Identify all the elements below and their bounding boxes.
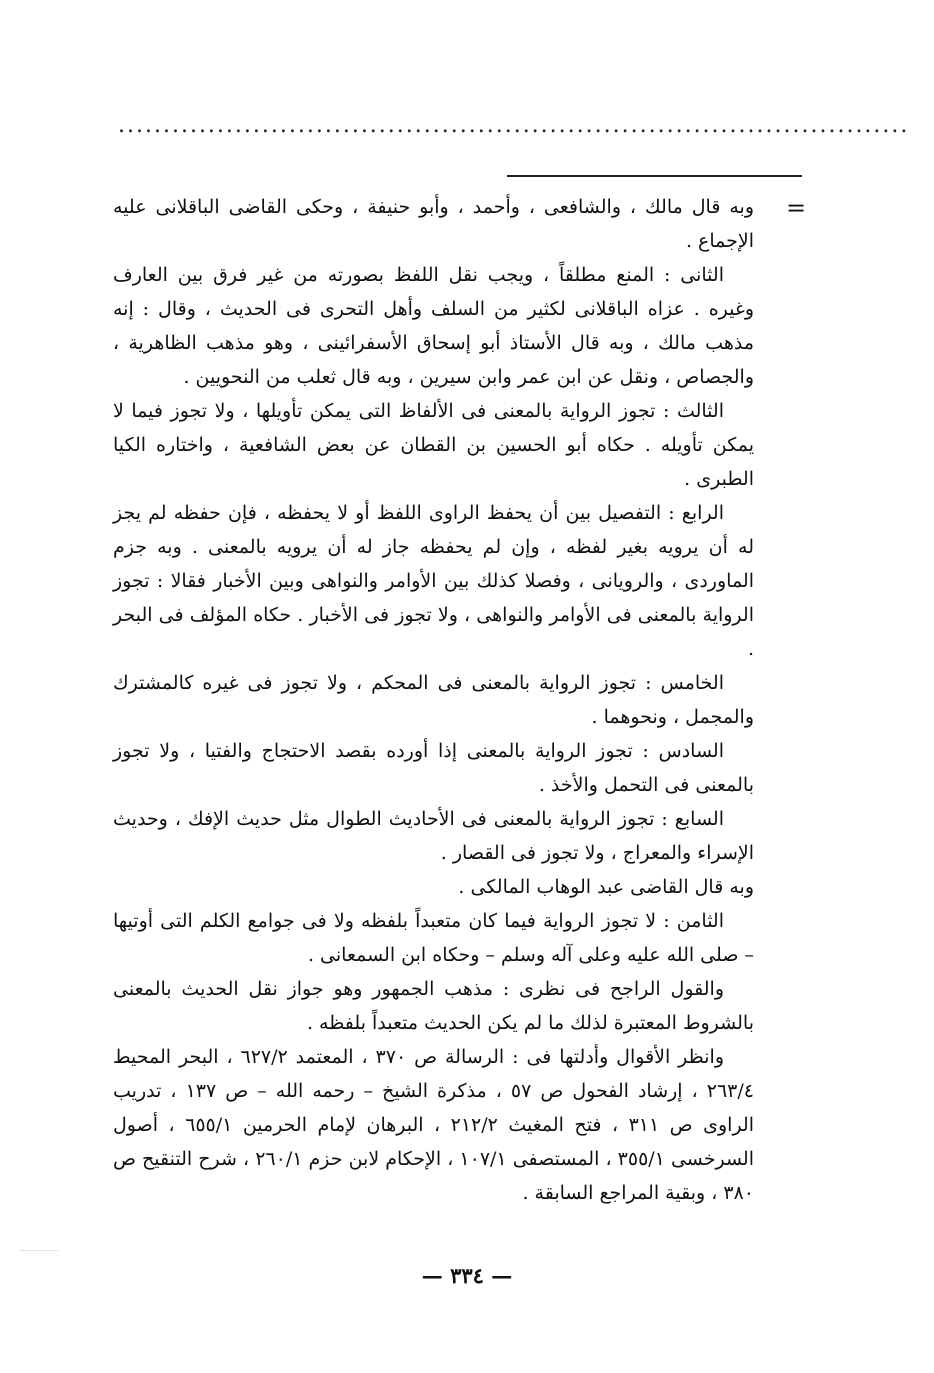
paragraph: السابع : تجوز الرواية بالمعنى فى الأحاديث الطوال مثل حديث الإفك ، وحديث الإسراء والمعراج ، ولا تجوز فى القصار . (113, 808, 754, 864)
footnote-text (113, 190, 754, 1210)
paragraph: الرابع : التفصيل بين أن يحفظ الراوى اللفظ أو لا يحفظه ، فإن حفظه لم يجز له أن يرويه بغير لفظه ، وإن لم يحفظه جاز له أن يرويه بالمعنى . وبه جزم الماوردى ، والرويانى ، وفصلا كذلك بين الأوامر والنواهى وبين الأخبار فقالا : تجوز الرواية بالمعنى فى الأوامر والنواهى ، ولا تجوز فى الأخبار . حكاه المؤلف فى البحر . (113, 502, 754, 660)
dotted-separator: ........................................................................................ (118, 113, 910, 138)
footnote-rule (507, 175, 802, 177)
paragraph: وانظر الأقوال وأدلتها فى : الرسالة ص ٣٧٠ ، المعتمد ٦٢٧/٢ ، البحر المحيط ٢٦٣/٤ ، إرشاد الفحول ص ٥٧ ، مذكرة الشيخ – رحمه الله – ص ١٣٧ ، تدريب الراوى ص ٣١١ ، فتح المغيث ٢١٢/٢ ، البرهان لإمام الحرمين ٦٥٥/١ ، أصول السرخسى ٣٥٥/١ ، المستصفى ١٠٧/١ ، الإحكام لابن حزم ٢٦٠/١ ، شرح التنقيح ص ٣٨٠ ، وبقية المراجع السابقة . (113, 1046, 754, 1204)
paragraph: وبه قال القاضى عبد الوهاب المالكى . (458, 876, 754, 898)
scan-speck (20, 1250, 58, 1251)
paragraph: وبه قال مالك ، والشافعى ، وأحمد ، وأبو حنيفة ، وحكى القاضى الباقلانى عليه الإجماع . (113, 196, 754, 252)
paragraph: الثامن : لا تجوز الرواية فيما كان متعبداً بلفظه ولا فى جوامع الكلم التى أوتيها – صلى الله عليه وعلى آله وسلم – وحكاه ابن السمعانى . (113, 910, 754, 966)
paragraph: الخامس : تجوز الرواية بالمعنى فى المحكم ، ولا تجوز فى غيره كالمشترك والمجمل ، ونحوهما . (113, 672, 754, 728)
page-number: — ٣٣٤ — (421, 1263, 513, 1288)
paragraph: والقول الراجح فى نظرى : مذهب الجمهور وهو جواز نقل الحديث بالمعنى بالشروط المعتبرة لذلك ما لم يكن الحديث متعبداً بلفظه . (113, 978, 754, 1034)
paragraph: الثالث : تجوز الرواية بالمعنى فى الألفاظ التى يمكن تأويلها ، ولا تجوز فيما لا يمكن تأويله . حكاه أبو الحسين بن القطان عن بعض الشافعية ، واختاره الكيا الطبرى . (113, 400, 754, 490)
paragraph: السادس : تجوز الرواية بالمعنى إذا أورده بقصد الاحتجاج والفتيا ، ولا تجوز بالمعنى فى التحمل والأخذ . (113, 740, 754, 796)
paragraph: الثانى : المنع مطلقاً ، ويجب نقل اللفظ بصورته من غير فرق بين العارف وغيره . عزاه الباقلانى لكثير من السلف وأهل التحرى فى الحديث ، وقال : إنه مذهب مالك ، وبه قال الأستاذ أبو إسحاق الأسفرائينى ، وهو مذهب الظاهرية ، والجصاص ، ونقل عن ابن عمر وابن سيرين ، وبه قال ثعلب من النحويين . (113, 264, 754, 388)
continuation-mark: = (786, 194, 807, 222)
